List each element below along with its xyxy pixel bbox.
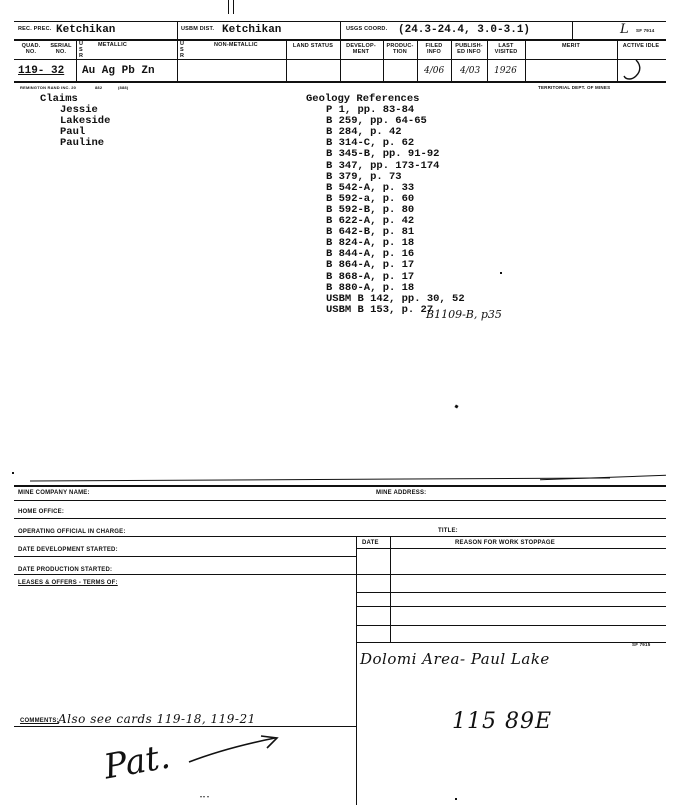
- leases-offers-label: LEASES & OFFERS - TERMS OF:: [18, 580, 118, 586]
- mine-company-label: MINE COMPANY NAME:: [18, 490, 90, 496]
- geology-ref: B 864-A, p. 17: [326, 259, 415, 272]
- form-number-top: SF 7914: [636, 28, 655, 33]
- comments-label: COMMENTS:: [20, 718, 59, 724]
- active-idle-label: ACTIVE IDLE: [622, 43, 660, 49]
- published-info-label: PUBLISH-ED INFO: [455, 43, 483, 55]
- usr-metallic-label: U S R: [79, 41, 84, 59]
- reason-label: REASON FOR WORK STOPPAGE: [455, 540, 555, 546]
- date-development-label: DATE DEVELOPMENT STARTED:: [18, 547, 118, 553]
- comments-text: Also see cards 119-18, 119-21: [58, 712, 256, 726]
- mine-address-label: MINE ADDRESS:: [376, 490, 427, 496]
- geology-ref: B 824-A, p. 18: [326, 237, 415, 250]
- geology-ref: B 542-A, p. 33: [326, 181, 415, 194]
- printer-imprint: REMINGTON RAND INC. 20: [20, 85, 77, 90]
- production-label: PRODUC-TION: [386, 43, 414, 55]
- geology-ref: B 379, p. 73: [326, 170, 402, 183]
- form-code-2: (888): [118, 85, 129, 90]
- handwritten-area-note: Dolomi Area- Paul Lake: [360, 650, 550, 668]
- filed-info-value: 4/06: [424, 66, 445, 76]
- date-production-label: DATE PRODUCTION STARTED:: [18, 567, 113, 573]
- claim-item: Jessie: [60, 104, 98, 117]
- geology-ref: B 592-a, p. 60: [326, 192, 415, 205]
- last-visited-value: 1926: [494, 66, 517, 76]
- claim-item: Lakeside: [60, 115, 111, 128]
- geology-ref: P 1, pp. 83-84: [326, 104, 415, 117]
- initials-signature: Pat.: [101, 736, 174, 788]
- quad-serial-value: 119- 32: [18, 65, 65, 77]
- geology-ref: B 259, pp. 64-65: [326, 115, 427, 128]
- metallic-value: Au Ag Pb Zn: [82, 65, 155, 77]
- usr-nonmetallic-label: U S R: [180, 41, 185, 59]
- department-name: TERRITORIAL DEPT. OF MINES: [538, 85, 611, 90]
- development-label: DEVELOP-MENT: [346, 43, 376, 55]
- geology-ref: B 868-A, p. 17: [326, 270, 415, 283]
- land-status-label: LAND STATUS: [292, 43, 334, 49]
- arrow-icon: [185, 734, 285, 768]
- home-office-label: HOME OFFICE:: [18, 509, 65, 515]
- handwritten-reference: B1109-B, p35: [426, 308, 502, 321]
- geology-ref: USBM B 153, p. 27: [326, 303, 434, 316]
- title-label: TITLE:: [438, 528, 458, 534]
- filed-info-label: FILED INFO: [425, 43, 443, 55]
- non-metallic-label: NON-METALLIC: [214, 42, 258, 48]
- claim-item: Paul: [60, 126, 86, 139]
- operating-official-label: OPERATING OFFICIAL IN CHARGE:: [18, 529, 126, 535]
- geology-heading: Geology References: [306, 93, 420, 105]
- usbm-dist-label: USBM DIST.: [181, 26, 215, 32]
- last-visited-label: LAST VISITED: [494, 43, 518, 55]
- usgs-coord-label: USGS COORD.: [346, 26, 388, 32]
- geology-ref: USBM B 142, pp. 30, 52: [326, 292, 465, 305]
- geology-ref: B 844-A, p. 16: [326, 248, 415, 261]
- quad-no-label: QUAD. NO.: [21, 43, 41, 55]
- geology-ref: B 642-B, p. 81: [326, 226, 415, 239]
- geology-ref: B 314-C, p. 62: [326, 137, 415, 150]
- published-info-value: 4/03: [460, 66, 481, 76]
- rec-prec-label: REC. PREC.: [18, 26, 52, 32]
- corner-mark: L: [620, 22, 629, 37]
- handwritten-coordinates: 115 89E: [452, 709, 553, 734]
- date-label: DATE: [362, 540, 379, 546]
- form-code-1: 882: [95, 85, 103, 90]
- claims-section: [40, 94, 110, 149]
- geology-ref: B 345-B, pp. 91-92: [326, 148, 440, 161]
- usgs-coord-value: (24.3-24.4, 3.0-3.1): [398, 24, 531, 36]
- serial-no-label: SERIAL NO.: [50, 43, 72, 55]
- geology-ref: B 592-B, p. 80: [326, 203, 415, 216]
- claim-item: Pauline: [60, 137, 105, 150]
- geology-ref: B 622-A, p. 42: [326, 215, 415, 228]
- geology-ref: B 347, pp. 173-174: [326, 159, 440, 172]
- bottom-mark: "" ": [200, 796, 210, 802]
- merit-label: MERIT: [561, 43, 581, 49]
- claims-heading: Claims: [40, 93, 78, 105]
- form-number-bottom: SF 7915: [632, 642, 651, 647]
- usbm-dist-value: Ketchikan: [222, 24, 282, 36]
- geology-ref: B 880-A, p. 18: [326, 281, 415, 294]
- metallic-label: METALLIC: [98, 42, 127, 48]
- geology-ref: B 284, p. 42: [326, 126, 402, 139]
- geology-references: [306, 94, 465, 316]
- rec-prec-value: Ketchikan: [56, 24, 116, 36]
